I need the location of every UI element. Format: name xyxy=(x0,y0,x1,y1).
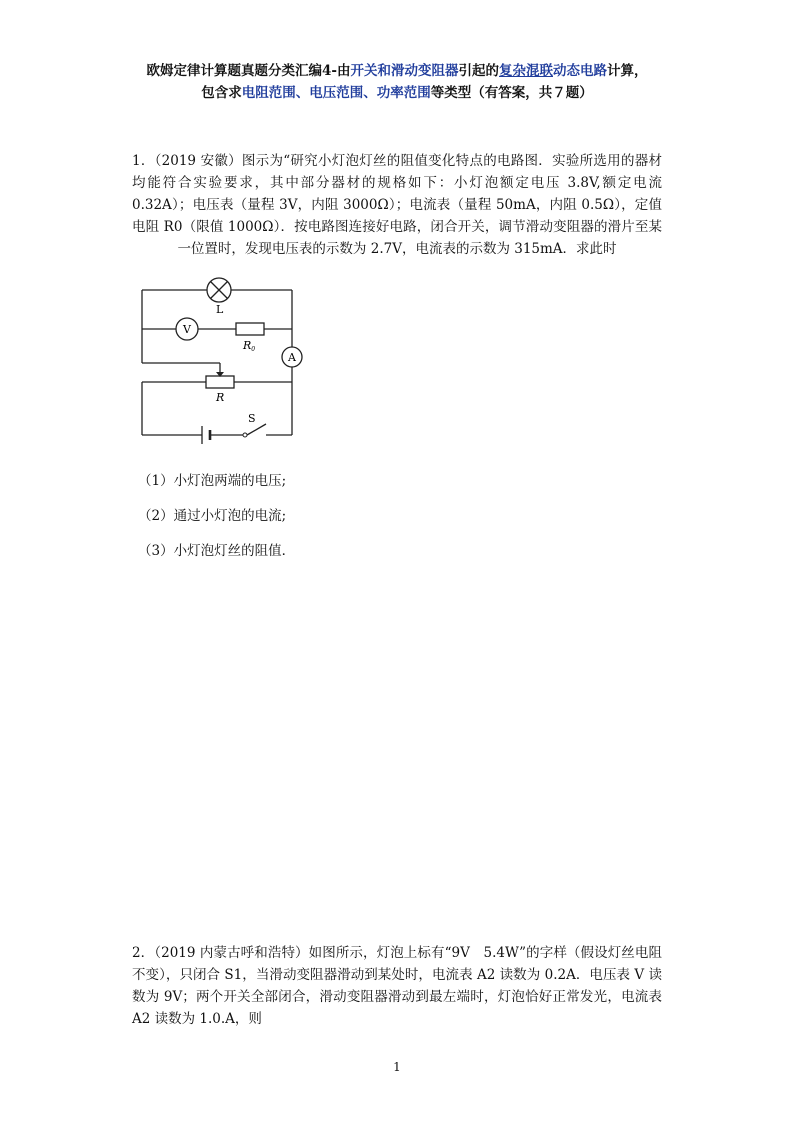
ammeter-label: A xyxy=(288,351,296,364)
title-line-1 xyxy=(0,60,794,82)
title-text: 欧姆定律计算题真题分类汇编4-由 xyxy=(146,63,351,79)
title-line-2 xyxy=(0,82,794,104)
switch-label: S xyxy=(248,412,256,425)
title-highlight: 开关和滑动变阻器 xyxy=(350,63,459,79)
question-1-sub-1: （1）小灯泡两端的电压; xyxy=(138,473,287,489)
document-title xyxy=(0,60,794,104)
switch-icon xyxy=(243,433,247,437)
question-1-sub-3: （3）小灯泡灯丝的阻值． xyxy=(138,543,296,559)
title-text: 包含求 xyxy=(201,85,242,101)
battery-icon xyxy=(202,426,210,444)
title-highlight: 电阻范围、电压范围、功率范围 xyxy=(241,85,431,101)
title-text: 计算， xyxy=(607,63,648,79)
lamp-icon xyxy=(207,278,231,302)
voltmeter-label: V xyxy=(183,323,191,336)
question-1-sub-2: （2）通过小灯泡的电流; xyxy=(138,508,287,524)
circuit-diagram xyxy=(130,275,310,445)
title-highlight: 动态电路 xyxy=(553,63,607,79)
question-1-text: 1．（2019 安徽）图示为“研究小灯泡灯丝的阻值变化特点的电路图．实验所选用的器材均能符合实验要求，其中部分器材的规格如下：小灯泡额定电压 3.8V,额定电流 0.32A）；电压表（量程 3V，内阻 3000Ω）；电流表（量程 50mA，内阻 0.5Ω），定值电阻 R0（限值 1000Ω）．按电路图连接好电路，闭合开关，调节滑动变阻器的滑片至某一位置时，发现电压表的示数为 2.7V，电流表的示数为 315mA．求此时 xyxy=(132,153,662,257)
title-highlight: 复杂混联 xyxy=(499,63,553,79)
lamp-label: L xyxy=(216,303,224,316)
rheostat-label: R xyxy=(216,391,225,404)
question-2-text: 2．（2019 内蒙古呼和浩特）如图所示，灯泡上标有“9V 5.4W”的字样（假设灯丝电阻不变），只闭合 S1，当滑动变阻器滑动到某处时，电流表 A2 读数为 0.2A．电压表 V 读数为 9V；两个开关全部闭合，滑动变阻器滑动到最左端时，灯泡恰好正常发光，电流表 A2 读数为 1.0.A，则 xyxy=(132,945,662,1027)
r0-label: R0 xyxy=(243,339,256,353)
title-text: 等类型（有答案，共７题） xyxy=(430,85,593,101)
page-number: 1 xyxy=(393,1060,401,1074)
title-text: 引起的 xyxy=(458,63,499,79)
